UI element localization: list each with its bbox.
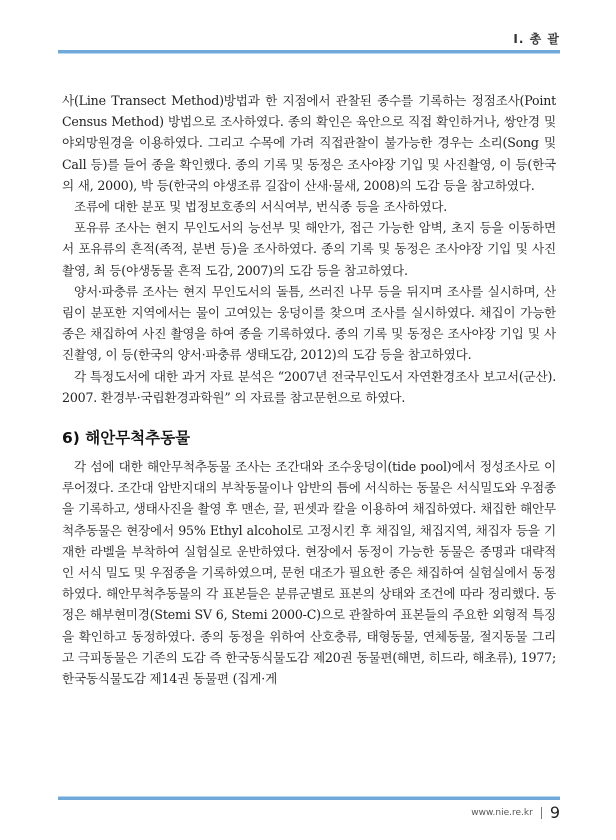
paragraph-amphibian-reptile-survey: 양서·파충류 조사는 현지 무인도서의 돌틈, 쓰러진 나무 등을 뒤지며 조사를 실시하며, 산림이 분포한 지역에서는 물이 고여있는 웅덩이를 찾으며 조사를 실시하였다. 채집이 가능한 종은 채집하여 사진 촬영을 하여 종을 기록하였다. 종의 기록 및 동정은 조사야장 기입 및 사진촬영, 이 등(한국의 양서·파충류 생태도감, 2012)의 도감 등을 참고하였다. — [62, 283, 556, 363]
paragraph-bird-distribution: 조류에 대한 분포 및 법정보호종의 서식여부, 번식종 등을 조사하였다. — [74, 199, 448, 215]
page-footer — [471, 803, 560, 822]
paragraph-mammal-survey: 포유류 조사는 현지 무인도서의 능선부 및 해안가, 접근 가능한 암벽, 초지 등을 이동하면서 포유류의 흔적(족적, 분변 등)을 조사하였다. 종의 기록 및 동정은 조사야장 기입 및 사진 촬영, 최 등(야생동물 흔적 도감, 2007)의 도감 등을 참고하였다. — [62, 220, 556, 278]
header-divider — [58, 50, 560, 54]
footer-url-link[interactable]: www.nie.re.kr — [471, 807, 533, 818]
page-number: 9 — [549, 803, 560, 822]
paragraph-marine-invertebrate-survey: 각 섬에 대한 해안무척추동물 조사는 조간대와 조수웅덩이(tide pool)에서 정성조사로 이루어졌다. 조간대 암반지대의 부착동물이나 암반의 틈에 서식하는 동물은 서식밀도와 우점종을 기록하고, 생태사진을 촬영 후 맨손, 끌, 핀셋과 칼을 이용하여 채집하였다. 채집한 해안무척추동물은 현장에서 95% Ethyl alcohol로 고정시킨 후 채집일, 채집지역, 채집자 등을 기재한 라벨을 부착하여 실험실로 운반하였다. 현장에서 동정이 가능한 동물은 종명과 대략적인 서식 밀도 및 우점종을 기록하였으며, 문헌 대조가 필요한 종은 채집하여 실험실에서 동정하였다. 해안무척추동물의 각 표본들은 분류군별로 표본의 상태와 조건에 따라 정리했다. 동정은 해부현미경(Stemi SV 6, Stemi 2000-C)으로 관찰하여 표본들의 주요한 외형적 특징을 확인하고 동정하였다. 종의 동정을 위하여 산호충류, 태형동물, 연체동물, 절지동물 그리고 극피동물은 기존의 도감 즉 한국동식물도감 제20권 동물편(해면, 히드라, 해초류), 1977; 한국동식물도감 제14권 동물편 (집게·게 — [62, 459, 556, 687]
section-title-marine-invertebrates: 6) 해안무척추동물 — [62, 429, 191, 448]
page-content — [62, 90, 556, 689]
footer-divider — [58, 796, 560, 800]
footer-separator — [541, 807, 542, 819]
paragraph-bird-survey-methods: 사(Line Transect Method)방법과 한 지점에서 관찰된 종수를 기록하는 정점조사(Point Census Method) 방법으로 조사하였다. 종의 확인은 육안으로 직접 확인하거나, 쌍안경 및 야외망원경을 이용하였다. 그리고 수목에 가려 직접관찰이 불가능한 경우는 소리(Song 및 Call 등)를 들어 종을 확인했다. 종의 기록 및 동정은 조사야장 기입 및 사진촬영, 이 등(한국의 새, 2000), 박 등(한국의 야생조류 길잡이 산새·물새, 2008)의 도감 등을 참고하였다. — [62, 93, 556, 193]
chapter-header: Ⅰ. 총 괄 — [513, 32, 560, 46]
paragraph-past-data-analysis: 각 특정도서에 대한 과거 자료 분석은 “2007년 전국무인도서 자연환경조사 보고서(군산). 2007. 환경부·국립환경과학원” 의 자료를 참고문헌으로 하였다. — [62, 368, 556, 405]
